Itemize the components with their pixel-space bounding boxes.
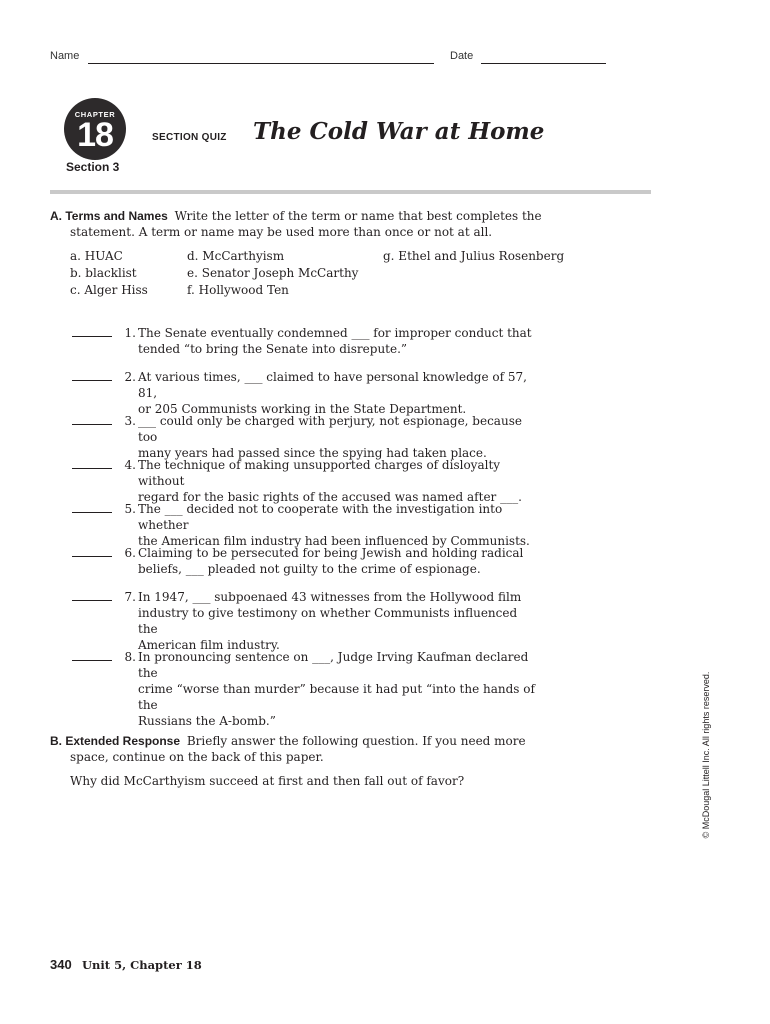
question-line: In pronouncing sentence on ___, Judge Irving Kaufman declared the (138, 650, 529, 680)
question-line: the American film industry had been influenced by Communists. (138, 534, 530, 548)
answer-blank[interactable] (72, 336, 112, 337)
choice-a: a. HUAC (70, 249, 123, 263)
choices-column-1 (70, 248, 148, 299)
answer-blank[interactable] (72, 468, 112, 469)
question-line: The ___ decided not to cooperate with the investigation into whether (138, 502, 503, 532)
name-field-line[interactable] (88, 63, 434, 64)
chapter-badge (64, 98, 126, 160)
question-line: ___ could only be charged with perjury, not espionage, because too (138, 414, 522, 444)
answer-blank[interactable] (72, 660, 112, 661)
question-number: 2. (124, 370, 136, 384)
answer-blank[interactable] (72, 424, 112, 425)
answer-blank[interactable] (72, 556, 112, 557)
question-text (138, 457, 538, 505)
question-number: 4. (124, 458, 136, 472)
chapter-number: 18 (77, 116, 113, 154)
question-number: 1. (124, 326, 136, 340)
question-number: 5. (124, 502, 136, 516)
section-divider (50, 190, 651, 194)
choices-column-3 (383, 248, 564, 265)
answer-blank[interactable] (72, 512, 112, 513)
part-b-instruction-line1: Briefly answer the following question. If you need more (186, 734, 526, 748)
date-field-line[interactable] (481, 63, 606, 64)
choice-b: b. blacklist (70, 266, 137, 280)
date-label: Date (450, 50, 474, 62)
question-line: many years had passed since the spying had taken place. (138, 446, 487, 460)
answer-area[interactable] (70, 795, 570, 945)
question-line: In 1947, ___ subpoenaed 43 witnesses from the Hollywood film (138, 590, 522, 604)
section-label: Section 3 (66, 160, 120, 174)
part-a-instruction-line2: statement. A term or name may be used more than once or not at all. (70, 225, 493, 239)
quiz-title: The Cold War at Home (253, 118, 545, 145)
question-line: The technique of making unsupported charges of disloyalty without (138, 458, 501, 488)
part-a-instructions (50, 208, 570, 240)
choices-column-2 (187, 248, 358, 299)
question-number: 8. (124, 650, 136, 664)
part-a-instruction-line1: Write the letter of the term or name that best completes the (174, 209, 542, 223)
question-number: 6. (124, 546, 136, 560)
part-a-heading: A. Terms and Names (50, 209, 168, 223)
choice-f: f. Hollywood Ten (187, 283, 289, 297)
question-number: 3. (124, 414, 136, 428)
question-line: beliefs, ___ pleaded not guilty to the crime of espionage. (138, 562, 481, 576)
part-b-instructions (50, 733, 570, 765)
question-line: The Senate eventually condemned ___ for improper conduct that (138, 326, 532, 340)
question-line: At various times, ___ claimed to have personal knowledge of 57, 81, (138, 370, 527, 400)
question-number: 7. (124, 590, 136, 604)
choice-d: d. McCarthyism (187, 249, 285, 263)
question-line: tended “to bring the Senate into disrepute.” (138, 342, 408, 356)
question-line: American film industry. (138, 638, 280, 652)
question-text (138, 413, 538, 461)
part-b-instruction-line2: space, continue on the back of this paper. (70, 750, 324, 764)
question-line: crime “worse than murder” because it had put “into the hands of the (138, 682, 535, 712)
name-label: Name (50, 50, 80, 62)
choice-g: g. Ethel and Julius Rosenberg (383, 249, 565, 263)
part-b-heading: B. Extended Response (50, 734, 181, 748)
question-line: Claiming to be persecuted for being Jewish and holding radical (138, 546, 524, 560)
question-line: or 205 Communists working in the State Department. (138, 402, 467, 416)
quiz-label: SECTION QUIZ (152, 132, 227, 143)
question-text (138, 369, 538, 417)
question-text (138, 649, 538, 729)
answer-blank[interactable] (72, 380, 112, 381)
question-text (138, 325, 538, 357)
question-line: Russians the A-bomb.” (138, 714, 276, 728)
chapter-label: CHAPTER (74, 110, 116, 119)
choice-c: c. Alger Hiss (70, 283, 148, 297)
question-text (138, 589, 538, 653)
question-text (138, 545, 538, 577)
choice-e: e. Senator Joseph McCarthy (187, 266, 359, 280)
page-number: 340 (50, 957, 72, 972)
part-b-question: Why did McCarthyism succeed at first and then fall out of favor? (70, 774, 465, 788)
footer-text: Unit 5, Chapter 18 (82, 958, 202, 972)
copyright-notice: © McDougal Littell Inc. All rights reserved. (701, 671, 711, 839)
question-line: regard for the basic rights of the accused was named after ___. (138, 490, 522, 504)
question-line: industry to give testimony on whether Communists influenced the (138, 606, 518, 636)
answer-blank[interactable] (72, 600, 112, 601)
question-text (138, 501, 538, 549)
